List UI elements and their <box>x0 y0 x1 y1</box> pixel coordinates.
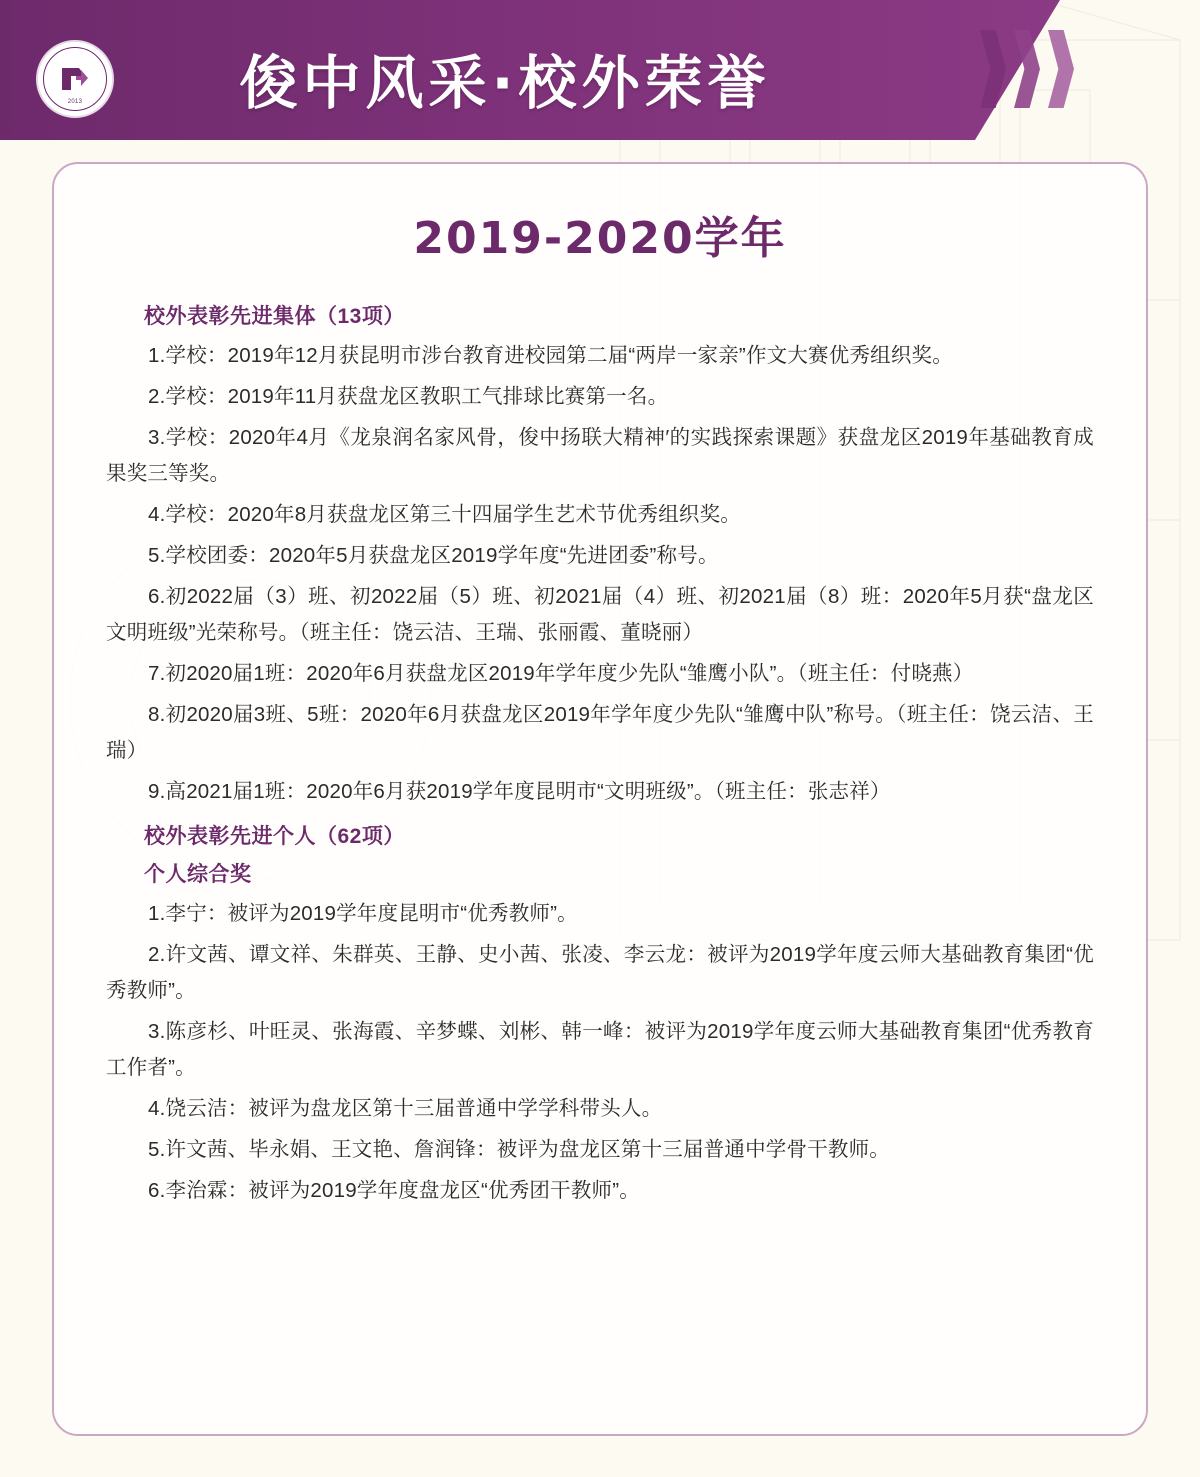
list-item: 4.饶云洁：被评为盘龙区第十三届普通中学学科带头人。 <box>148 1097 663 1120</box>
section-heading-individuals: 校外表彰先进个人（62项） <box>144 825 405 848</box>
chevron-right-icon <box>1014 30 1040 108</box>
list-item: 6.初2022届（3）班、初2022届（5）班、初2021届（4）班、初2021届（8）班：2020年5月获“盘龙区文明班级”光荣称号。（班主任：饶云洁、王瑞、张丽霞、董晓丽） <box>106 585 1094 644</box>
chevron-right-icon <box>1048 30 1074 108</box>
list-item: 4.学校：2020年8月获盘龙区第三十四届学生艺术节优秀组织奖。 <box>148 503 742 526</box>
logo-year-text: 2013 <box>67 99 83 105</box>
page-title: 俊中风采·校外荣誉 <box>239 49 771 117</box>
content-card <box>52 162 1148 1436</box>
list-item: 1.李宁：被评为2019学年度昆明市“优秀教师”。 <box>148 902 578 925</box>
list-item: 9.高2021届1班：2020年6月获2019学年度昆明市“文明班级”。（班主任：张志祥） <box>148 780 891 803</box>
academic-year-title: 2019-2020学年 <box>413 213 787 264</box>
page-header <box>0 0 1200 140</box>
list-item: 2.学校：2019年11月获盘龙区教职工气排球比赛第一名。 <box>148 385 669 408</box>
list-item: 1.学校：2019年12月获昆明市涉台教育进校园第二届“两岸一家亲”作文大赛优秀组织奖。 <box>148 344 953 367</box>
list-item: 2.许文茜、谭文祥、朱群英、王静、史小茜、张凌、李云龙：被评为2019学年度云师大基础教育集团“优秀教师”。 <box>106 943 1094 1002</box>
subsection-heading-comprehensive-award: 个人综合奖 <box>144 863 252 886</box>
list-item: 3.陈彦杉、叶旺灵、张海霞、辛梦蝶、刘彬、韩一峰：被评为2019学年度云师大基础教育集团“优秀教育工作者”。 <box>106 1020 1094 1079</box>
list-item: 5.学校团委：2020年5月获盘龙区2019学年度“先进团委”称号。 <box>148 544 719 567</box>
list-item: 8.初2020届3班、5班：2020年6月获盘龙区2019年学年度少先队“雏鹰中队”称号。（班主任：饶云洁、王瑞） <box>106 703 1094 762</box>
honors-content <box>54 266 1146 1209</box>
section-heading-collectives: 校外表彰先进集体（13项） <box>144 305 405 328</box>
list-item: 5.许文茜、毕永娟、王文艳、詹润锋：被评为盘龙区第十三届普通中学骨干教师。 <box>148 1138 890 1161</box>
list-item: 6.李治霖：被评为2019学年度盘龙区“优秀团干教师”。 <box>148 1179 640 1202</box>
list-item: 3.学校：2020年4月《龙泉润名家风骨，俊中扬联大精神′的实践探索课题》获盘龙区2019年基础教育成果奖三等奖。 <box>106 426 1094 485</box>
list-item: 7.初2020届1班：2020年6月获盘龙区2019年学年度少先队“雏鹰小队”。（班主任：付晓燕） <box>148 662 974 685</box>
